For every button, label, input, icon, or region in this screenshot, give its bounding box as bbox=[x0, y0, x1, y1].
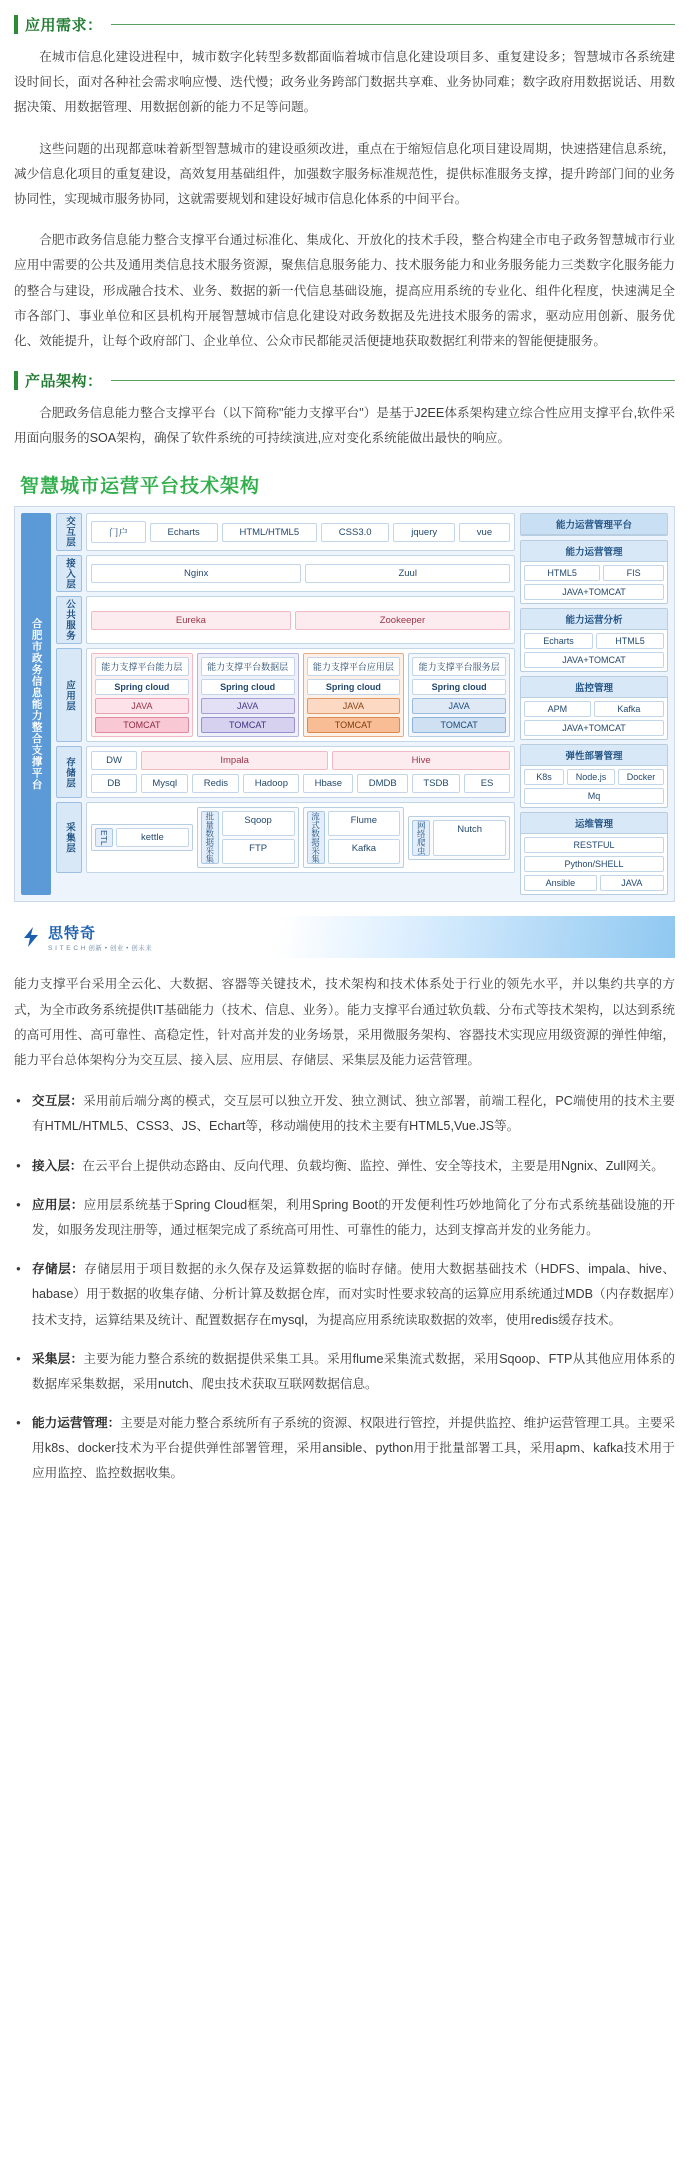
list-item bbox=[14, 1089, 675, 1139]
tech-chip: Hbase bbox=[303, 774, 353, 793]
collection-group-label: 流式数据采集 bbox=[307, 811, 325, 864]
diagram-layer-interaction bbox=[56, 513, 515, 551]
paragraph: 这些问题的出现都意味着新型智慧城市的建设亟须改进，重点在于缩短信息化项目建设周期，快速搭建信息系统，减少信息化项目的重复建设，高效复用基础组件，加强数字服务标准规范性，提供标准服务支撑，提升跨部门间的业务协同性，实现城市服务协同，这就需要规划和建设好城市信息化体系的中间平台。 bbox=[14, 141, 675, 206]
collection-group-items bbox=[328, 811, 401, 864]
panel-operations bbox=[520, 812, 668, 895]
layer-body bbox=[86, 555, 515, 593]
tech-chip: Echarts bbox=[524, 633, 593, 649]
tech-chip: Zookeeper bbox=[295, 611, 510, 630]
document-page bbox=[0, 14, 689, 1521]
tech-chip: jquery bbox=[393, 523, 455, 542]
collection-group-label: 网络爬虫 bbox=[412, 820, 430, 856]
logo-name-en: S I T E C H 创新 • 创业 • 创未来 bbox=[48, 945, 153, 953]
layer-body bbox=[86, 596, 515, 644]
app-runtime: JAVA bbox=[201, 698, 295, 714]
collection-group-items bbox=[116, 828, 189, 847]
panel-body bbox=[521, 562, 667, 603]
layer-body bbox=[86, 648, 515, 742]
app-column bbox=[197, 653, 299, 737]
panel-body bbox=[521, 630, 667, 671]
tech-chip: Echarts bbox=[150, 523, 218, 542]
layer-body bbox=[86, 802, 515, 873]
list-item-title: 存储层： bbox=[32, 1262, 85, 1277]
diagram-title: 智慧城市运营平台技术架构 bbox=[20, 476, 261, 498]
tech-chip: K8s bbox=[524, 769, 564, 785]
feature-bullet-list bbox=[14, 1089, 675, 1486]
list-item-title: 能力运营管理： bbox=[32, 1416, 121, 1431]
tech-chip: Zuul bbox=[305, 564, 510, 583]
list-item-text: 主要是对能力整合系统所有子系统的资源、权限进行管控，并提供监控、维护运营管理工具。主要采用k8s、docker技术为平台提供弹性部署管理，采用ansible、python用于批量部署工具，采用apm、kafka技术用于应用监控、监控数据收集。 bbox=[32, 1416, 676, 1481]
tech-chip: HTML5 bbox=[596, 633, 664, 649]
paragraph: 能力支撑平台采用全云化、大数据、容器等关键技术，技术架构和技术体系处于行业的领先水平，并以集约共享的方式，为全市政务系统提供IT基础能力（技术、信息、业务）。能力支撑平台通过软负载、分布式等技术架构，以达到系统的高可用性、高可靠性、高稳定性，针对高并发的业务场景，采用微服务架构、容器技术实现应用级资源的弹性伸缩，能力平台总体架构分为交互层、接入层、应用层、存储层、采集层及能力运营管理。 bbox=[14, 977, 675, 1067]
app-column bbox=[408, 653, 510, 737]
tech-chip: HTML5 bbox=[524, 565, 600, 581]
diagram-layer-storage bbox=[56, 746, 515, 798]
diagram-layer-collection bbox=[56, 802, 515, 873]
panel-title: 能力运营分析 bbox=[521, 609, 667, 630]
collection-group bbox=[303, 807, 405, 868]
heading-rule bbox=[111, 24, 675, 25]
heading-accent-bar bbox=[14, 371, 18, 390]
app-column-title: 能力支撑平台应用层 bbox=[307, 657, 401, 676]
list-item-text: 采用前后端分离的模式，交互层可以独立开发、独立测试、独立部署，前端工程化，PC端使用的技术主要有HTML/HTML5、CSS3、JS、Echart等，移动端使用的技术主要有HTML5,Vue.JS等。 bbox=[32, 1094, 675, 1134]
collection-group-items bbox=[433, 820, 506, 856]
tech-chip: Impala bbox=[141, 751, 328, 770]
diagram-canvas bbox=[14, 506, 675, 902]
tech-chip: RESTFUL bbox=[524, 837, 664, 853]
app-column bbox=[303, 653, 405, 737]
diagram-layer-public-service bbox=[56, 596, 515, 644]
layer-body bbox=[86, 513, 515, 551]
collection-group bbox=[91, 824, 193, 851]
tech-chip: Redis bbox=[192, 774, 239, 793]
app-column-title: 能力支撑平台服务层 bbox=[412, 657, 506, 676]
app-container: TOMCAT bbox=[201, 717, 295, 733]
section-title-text: 产品架构： bbox=[25, 373, 103, 391]
tech-chip: Python/SHELL bbox=[524, 856, 664, 872]
tech-chip: Kafka bbox=[328, 839, 401, 864]
list-item-title: 接入层： bbox=[32, 1158, 83, 1173]
app-column-title: 能力支撑平台能力层 bbox=[95, 657, 189, 676]
storage-row-label: DB bbox=[91, 774, 137, 793]
tech-chip: 门户 bbox=[91, 521, 146, 543]
diagram-platform-label: 合肥市政务信息能力整合支撑平台 bbox=[21, 513, 51, 895]
tech-chip: FIS bbox=[603, 565, 664, 581]
panel-title: 运维管理 bbox=[521, 813, 667, 834]
panel-title: 监控管理 bbox=[521, 677, 667, 698]
section-title-text: 应用需求： bbox=[25, 17, 103, 34]
tech-chip: JAVA+TOMCAT bbox=[524, 720, 664, 736]
panel-monitoring bbox=[520, 676, 668, 740]
operations-panel-outer bbox=[520, 513, 668, 536]
tech-chip: JAVA bbox=[600, 875, 664, 891]
layer-tag: 交互层 bbox=[56, 513, 82, 551]
application-columns bbox=[91, 653, 510, 737]
logo-text bbox=[48, 922, 152, 952]
storage-row-label: DW bbox=[91, 751, 137, 770]
list-item-text: 存储层用于项目数据的永久保存及运算数据的临时存储。使用大数据基础技术（HDFS、impala、hive、habase）用于数据的收集存储、分析计算及数据仓库，而对实时性要求较高的运算应用系统通过MDB（内存数据库）技术支持，运算结果及统计、配置数据存在mysql，为提高应用系统读取数据的效率，使用redis缓存技术。 bbox=[32, 1262, 676, 1327]
list-item bbox=[14, 1193, 675, 1243]
tech-chip: Nginx bbox=[91, 564, 301, 583]
tech-chip: FTP bbox=[222, 839, 295, 864]
app-framework: Spring cloud bbox=[95, 679, 189, 695]
diagram-layer-access bbox=[56, 555, 515, 593]
panel-body bbox=[521, 834, 667, 894]
list-item bbox=[14, 1411, 675, 1487]
heading-rule bbox=[111, 380, 675, 381]
app-framework: Spring cloud bbox=[201, 679, 295, 695]
collection-group bbox=[408, 816, 510, 860]
list-item-text: 主要为能力整合系统的数据提供采集工具。采用flume采集流式数据，采用Sqoop、FTP从其他应用体系的数据库采集数据，采用nutch、爬虫技术获取互联网数据信息。 bbox=[32, 1351, 676, 1391]
architecture-diagram bbox=[14, 467, 675, 902]
app-runtime: JAVA bbox=[412, 698, 506, 714]
panel-capability-operation bbox=[520, 540, 668, 604]
tech-chip: TSDB bbox=[412, 774, 460, 793]
diagram-main-column bbox=[56, 513, 515, 895]
tech-chip: HTML/HTML5 bbox=[222, 523, 317, 542]
tech-chip: Kafka bbox=[594, 701, 664, 717]
panel-title: 弹性部署管理 bbox=[521, 745, 667, 766]
panel-title: 能力运营管理 bbox=[521, 541, 667, 562]
list-item-title: 应用层： bbox=[32, 1197, 84, 1212]
tech-chip: Sqoop bbox=[222, 811, 295, 836]
layer-tag: 接入层 bbox=[56, 555, 82, 593]
collection-group-label: 批量数据采集 bbox=[201, 811, 219, 864]
panel-capability-analysis bbox=[520, 608, 668, 672]
list-item-text: 应用层系统基于Spring Cloud框架，利用Spring Boot的开发便利性巧妙地简化了分布式系统基础设施的开发，如服务发现注册等，通过框架完成了系统高可用性、可靠性的能力，达到支撑高并发的业务能力。 bbox=[32, 1197, 675, 1237]
storage-row bbox=[91, 751, 510, 770]
panel-body bbox=[521, 766, 667, 807]
layer-tag: 采集层 bbox=[56, 802, 82, 873]
tech-chip: ES bbox=[464, 774, 510, 793]
panel-body bbox=[521, 698, 667, 739]
list-item bbox=[14, 1154, 675, 1179]
tech-chip: JAVA+TOMCAT bbox=[524, 652, 664, 668]
section-heading-architecture bbox=[14, 370, 675, 391]
collection-group bbox=[197, 807, 299, 868]
panel-elastic-deployment bbox=[520, 744, 668, 808]
tech-chip: Nutch bbox=[433, 820, 506, 856]
app-container: TOMCAT bbox=[307, 717, 401, 733]
layer-body bbox=[86, 746, 515, 798]
tech-chip: Flume bbox=[328, 811, 401, 836]
tech-chip: Hadoop bbox=[243, 774, 299, 793]
tech-chip: DMDB bbox=[357, 774, 408, 793]
diagram-layer-application bbox=[56, 648, 515, 742]
tech-chip: CSS3.0 bbox=[321, 523, 389, 542]
tech-chip: vue bbox=[459, 523, 510, 542]
logo-name-cn: 思特奇 bbox=[48, 925, 97, 943]
lightning-icon bbox=[20, 926, 42, 948]
list-item bbox=[14, 1347, 675, 1397]
list-item-title: 采集层： bbox=[32, 1351, 84, 1366]
paragraph: 在城市信息化建设进程中，城市数字化转型多数都面临着城市信息化建设项目多、重复建设多；智慧城市各系统建设时间长，面对各种社会需求响应慢、迭代慢；政务业务跨部门数据共享难、业务协同难；数字政府用数据说话、用数据决策、用数据管理、用数据创新的能力不足等问题。 bbox=[14, 50, 675, 115]
app-column bbox=[91, 653, 193, 737]
tech-chip: JAVA+TOMCAT bbox=[524, 584, 664, 600]
operations-panel-title: 能力运营管理平台 bbox=[521, 514, 667, 535]
tech-chip: Docker bbox=[618, 769, 664, 785]
app-container: TOMCAT bbox=[95, 717, 189, 733]
layer-tag: 存储层 bbox=[56, 746, 82, 798]
tech-chip: Mq bbox=[524, 788, 664, 804]
tech-chip: Eureka bbox=[91, 611, 291, 630]
app-runtime: JAVA bbox=[307, 698, 401, 714]
paragraph: 合肥政务信息能力整合支撑平台（以下简称"能力支撑平台"）是基于J2EE体系架构建立综合性应用支撑平台,软件采用面向服务的SOA架构，确保了软件系统的可持续演进,应对变化系统能做出最快的响应。 bbox=[14, 406, 675, 446]
tech-chip: Ansible bbox=[524, 875, 597, 891]
company-logo-band bbox=[14, 916, 675, 958]
paragraph: 合肥市政务信息能力整合支撑平台通过标准化、集成化、开放化的技术手段，整合构建全市电子政务智慧城市行业应用中需要的公共及通用类信息技术服务资源，聚焦信息服务能力、技术服务能力和业务服务能力三类数字化服务能力的整合与建设，形成融合技术、业务、数据的新一代信息基础设施，提高应用系统的专业化、组件化程度，快速满足全市各部门、事业单位和区县机构开展智慧城市信息化建设对政务数据及先进技术服务的需求，驱动应用创新、服务优化、效能提升，让每个政府部门、企业单位、公众市民都能灵活便捷地获取数据红利带来的智能便捷服务。 bbox=[14, 233, 675, 348]
list-item-text: 在云平台上提供动态路由、反向代理、负载均衡、监控、弹性、安全等技术，主要是用Ngnix、Zull网关。 bbox=[82, 1158, 664, 1173]
collection-group-label: ETL bbox=[95, 828, 113, 847]
tech-chip: Node.js bbox=[567, 769, 615, 785]
list-item-title: 交互层： bbox=[32, 1094, 84, 1109]
tech-chip: Mysql bbox=[141, 774, 188, 793]
heading-accent-bar bbox=[14, 15, 18, 34]
operations-management-panel bbox=[520, 513, 668, 895]
storage-row bbox=[91, 774, 510, 793]
app-framework: Spring cloud bbox=[307, 679, 401, 695]
app-container: TOMCAT bbox=[412, 717, 506, 733]
app-framework: Spring cloud bbox=[412, 679, 506, 695]
tech-chip: APM bbox=[524, 701, 591, 717]
tech-chip: Hive bbox=[332, 751, 510, 770]
layer-tag: 公共服务 bbox=[56, 596, 82, 644]
list-item bbox=[14, 1257, 675, 1333]
app-column-title: 能力支撑平台数据层 bbox=[201, 657, 295, 676]
section-heading-requirement bbox=[14, 14, 675, 35]
tech-chip: kettle bbox=[116, 828, 189, 847]
app-runtime: JAVA bbox=[95, 698, 189, 714]
layer-tag: 应用层 bbox=[56, 648, 82, 742]
collection-group-items bbox=[222, 811, 295, 864]
